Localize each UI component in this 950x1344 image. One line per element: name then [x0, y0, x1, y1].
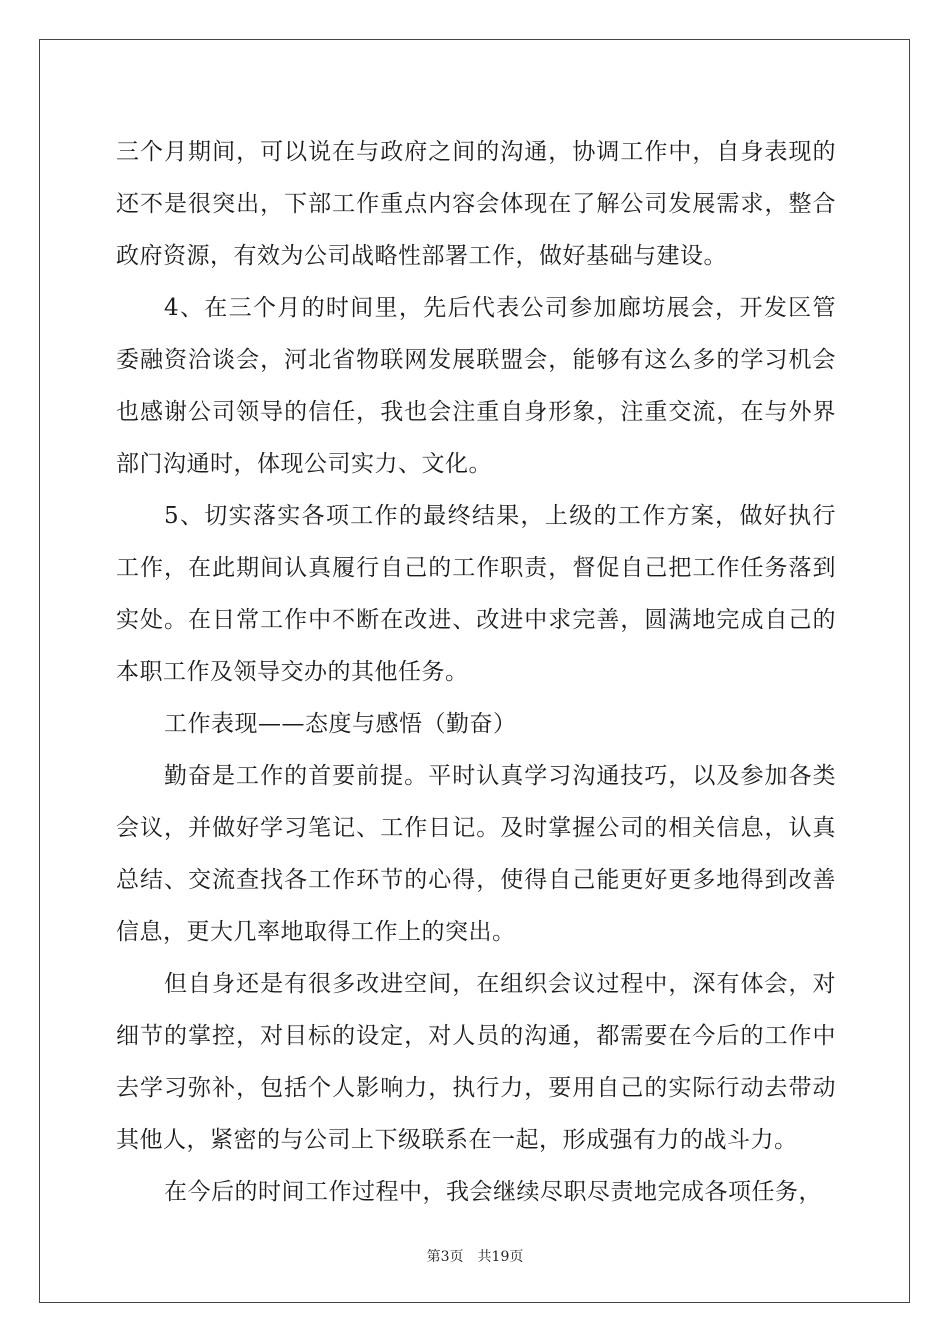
section-heading: 工作表现——态度与感悟（勤奋）: [164, 711, 517, 737]
paragraph-1: 三个月期间，可以说在与政府之间的沟通，协调工作中，自身表现的还不是很突出，下部工作重点内容会体现在了解公司发展需求，整合政府资源，有效为公司战略性部署工作，做好基础与建设。: [116, 139, 836, 269]
document-body: [116, 126, 836, 1218]
paragraph-2: 4、在三个月的时间里，先后代表公司参加廊坊展会，开发区管委融资洽谈会，河北省物联网发展联盟会，能够有这么多的学习机会也感谢公司领导的信任，我也会注重自身形象，注重交流，在与外界部门沟通时，体现公司实力、文化。: [116, 295, 836, 477]
paragraph-3: 5、切实落实各项工作的最终结果，上级的工作方案，做好执行工作，在此期间认真履行自己的工作职责，督促自己把工作任务落到实处。在日常工作中不断在改进、改进中求完善，圆满地完成自己的本职工作及领导交办的其他任务。: [116, 503, 836, 685]
paragraph-6: 在今后的时间工作过程中，我会继续尽职尽责地完成各项任务，: [164, 1179, 822, 1205]
page-number-footer: 第3页 共19页: [426, 1249, 524, 1265]
paragraph-5: 但自身还是有很多改进空间，在组织会议过程中，深有体会，对细节的掌控，对目标的设定，对人员的沟通，都需要在今后的工作中去学习弥补，包括个人影响力，执行力，要用自己的实际行动去带动其他人，紧密的与公司上下级联系在一起，形成强有力的战斗力。: [116, 971, 836, 1153]
paragraph-4: 勤奋是工作的首要前提。平时认真学习沟通技巧，以及参加各类会议，并做好学习笔记、工作日记。及时掌握公司的相关信息，认真总结、交流查找各工作环节的心得，使得自己能更好更多地得到改善信息，更大几率地取得工作上的突出。: [116, 763, 836, 945]
